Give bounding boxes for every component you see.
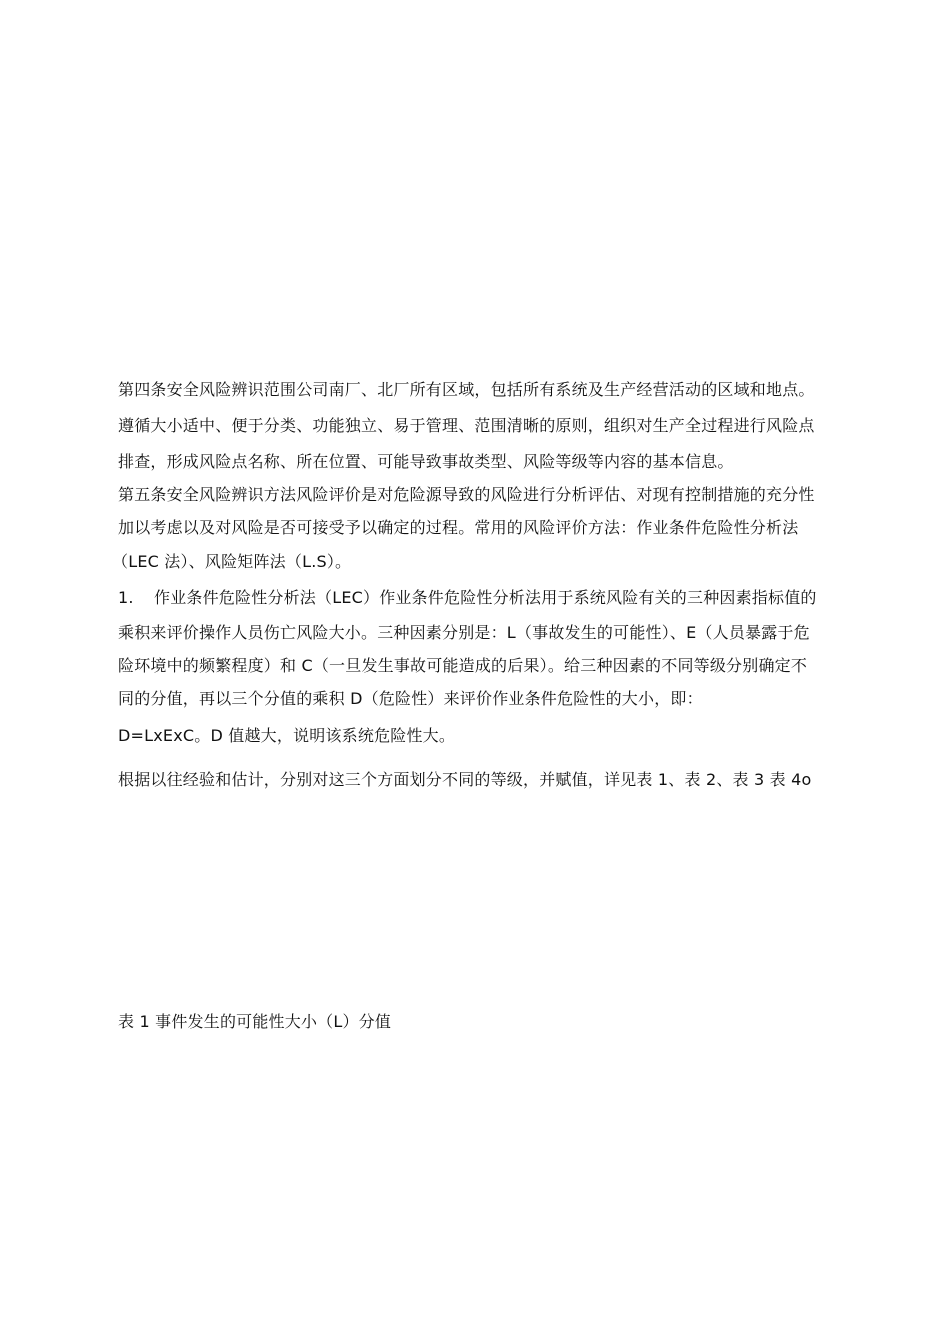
article5-line2: 加以考虑以及对风险是否可接受予以确定的过程。常用的风险评价方法：作业条件危险性分析法 xyxy=(118,518,799,537)
item1-line5: 根据以往经验和估计，分别对这三个方面划分不同的等级，并赋值，详见表 1、表 2、表 3 表 4o xyxy=(118,770,812,789)
table1-caption: 表 1 事件发生的可能性大小（L）分值 xyxy=(118,1012,392,1031)
formula-line: D=LxExC。D 值越大，说明该系统危险性大。 xyxy=(118,726,456,745)
item1-line3: 险环境中的频繁程度）和 C（一旦发生事故可能造成的后果）。给三种因素的不同等级分别确定不 xyxy=(118,656,808,675)
item1-line1 xyxy=(118,588,817,608)
item1-line1-text: 作业条件危险性分析法（LEC）作业条件危险性分析法用于系统风险有关的三种因素指标值的 xyxy=(154,588,817,607)
article4-line3: 排查，形成风险点名称、所在位置、可能导致事故类型、风险等级等内容的基本信息。 xyxy=(118,452,734,471)
item1-line2: 乘积来评价操作人员伤亡风险大小。三种因素分别是：L（事故发生的可能性）、E（人员暴露于危 xyxy=(118,623,810,642)
item1-number: 1. xyxy=(118,588,134,607)
article4-line2: 遵循大小适中、便于分类、功能独立、易于管理、范围清晰的原则，组织对生产全过程进行风险点 xyxy=(118,416,815,435)
article4-line1: 第四条安全风险辨识范围公司南厂、北厂所有区域，包括所有系统及生产经营活动的区域和地点。 xyxy=(118,380,815,399)
item1-line4: 同的分值，再以三个分值的乘积 D（危险性）来评价作业条件危险性的大小，即： xyxy=(118,689,703,708)
article5-line1: 第五条安全风险辨识方法风险评价是对危险源导致的风险进行分析评估、对现有控制措施的充分性 xyxy=(118,485,815,504)
article5-line3: （LEC 法）、风险矩阵法（L.S）。 xyxy=(112,552,352,571)
